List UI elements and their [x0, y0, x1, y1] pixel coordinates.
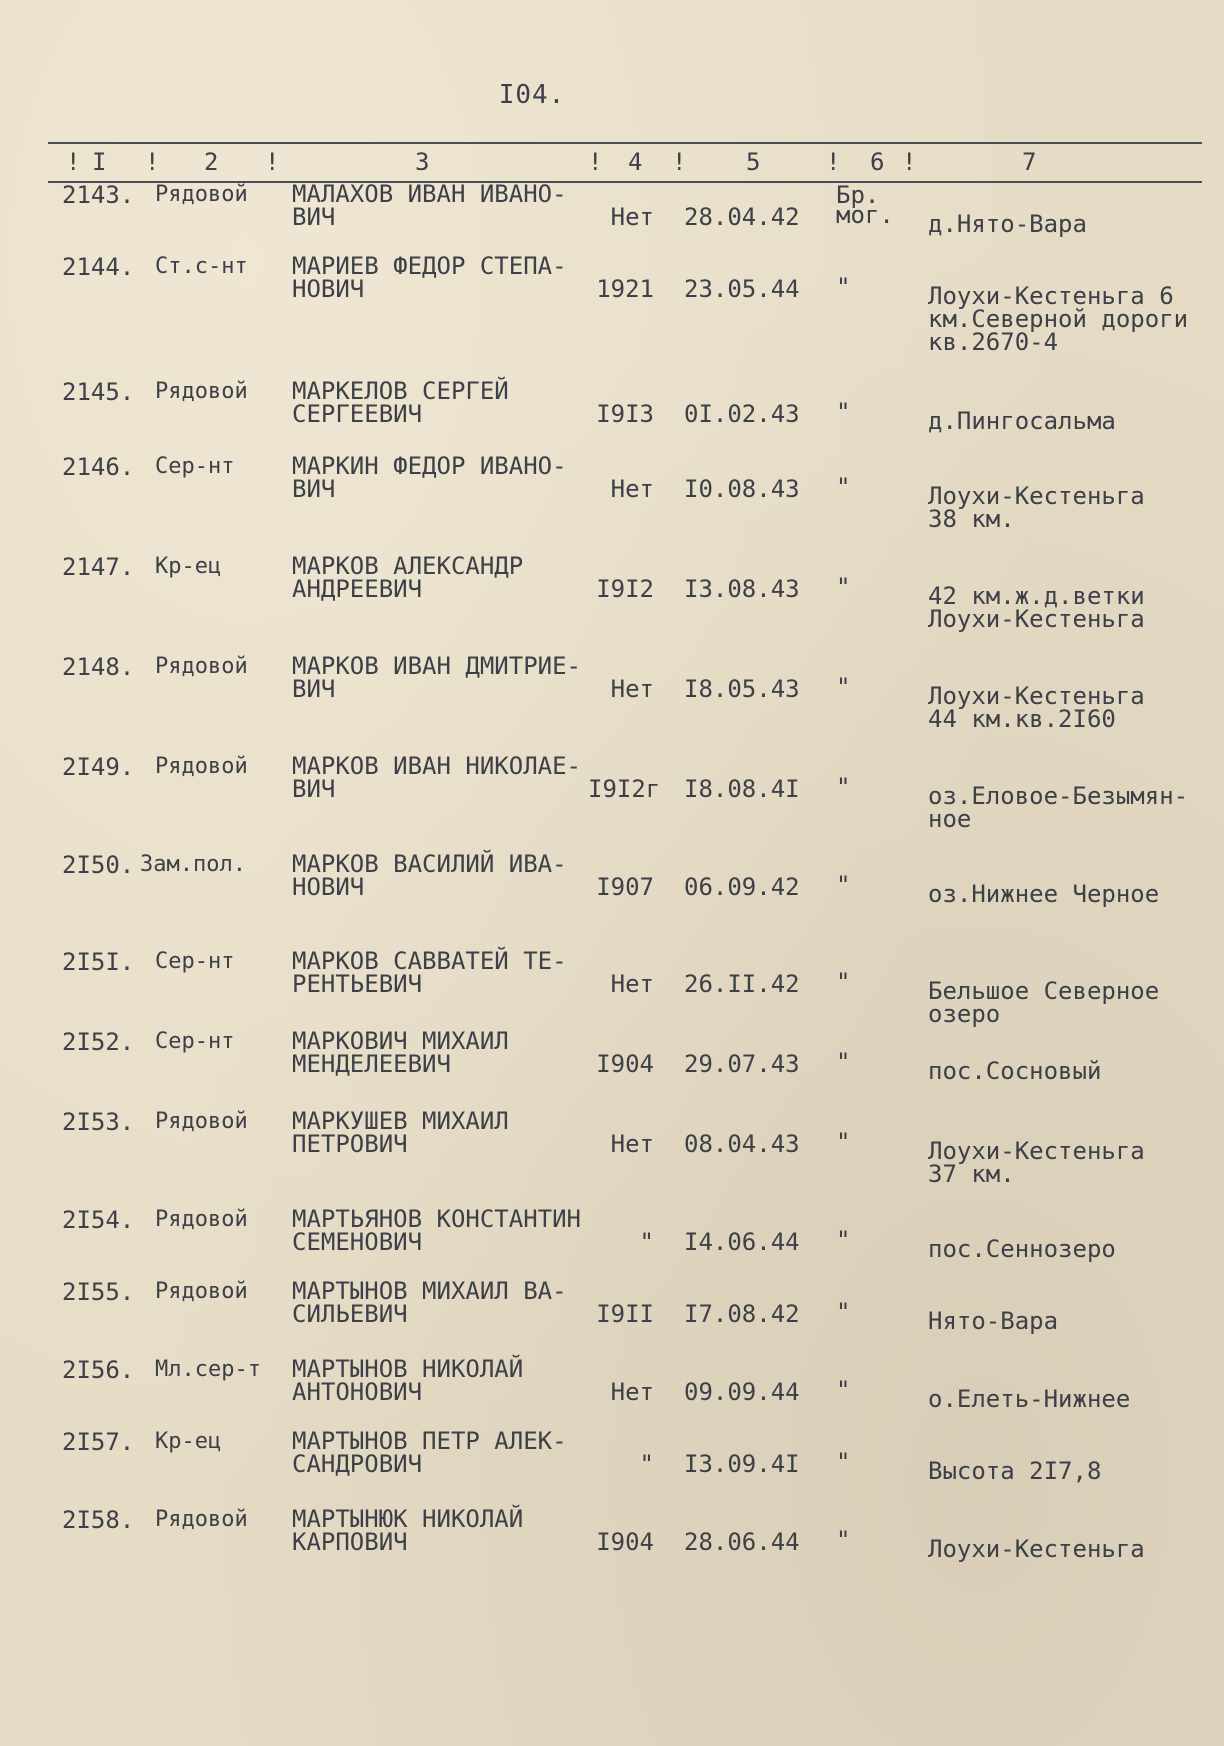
- name-line: НОВИЧ: [292, 275, 365, 303]
- burial-place: [928, 1235, 1116, 1263]
- birth-year: I9I2г: [588, 775, 661, 803]
- entry-number: 2I50.: [62, 851, 135, 879]
- name-line: МАРТЫНОВ ПЕТР АЛЕК-: [292, 1427, 567, 1455]
- name-line: МАРКОВ ИВАН НИКОЛАЕ-: [292, 752, 581, 780]
- death-date: I7.08.42: [684, 1300, 800, 1328]
- rank: Кр-ец: [155, 554, 222, 579]
- death-date: 09.09.44: [684, 1378, 800, 1406]
- death-date: 23.05.44: [684, 275, 800, 303]
- header-col-5: 5: [746, 148, 761, 176]
- burial-type-line: ": [836, 1376, 851, 1404]
- death-date: I8.05.43: [684, 675, 800, 703]
- burial-place-line: пос.Сеннозеро: [928, 1235, 1116, 1263]
- burial-place-line: кв.2670-4: [928, 328, 1059, 356]
- entry-number: 2I49.: [62, 753, 135, 781]
- page-number: I04.: [498, 80, 566, 110]
- entry-number: 2143.: [62, 181, 135, 209]
- birth-year: I904: [596, 1050, 654, 1078]
- burial-place: [928, 482, 1145, 533]
- rank: Рядовой: [155, 1207, 248, 1232]
- name-line: МАРТЬЯНОВ КОНСТАНТИН: [292, 1205, 581, 1233]
- burial-type: [836, 1526, 851, 1554]
- entry-number: 2I58.: [62, 1506, 135, 1534]
- rank: Рядовой: [155, 182, 248, 207]
- full-name: [292, 1027, 509, 1078]
- rank: Рядовой: [155, 654, 248, 679]
- full-name: [292, 652, 581, 703]
- header-col-6: 6: [870, 148, 885, 176]
- burial-place-line: д.Нято-Вара: [928, 210, 1087, 238]
- birth-year: I907: [596, 873, 654, 901]
- name-line: МАРИЕВ ФЕДОР СТЕПА-: [292, 252, 567, 280]
- table-row: [0, 1277, 1224, 1360]
- burial-type: [836, 573, 851, 601]
- burial-place-line: Высота 2I7,8: [928, 1457, 1102, 1485]
- death-date: 28.04.42: [684, 203, 800, 231]
- burial-type-line: ": [836, 1226, 851, 1254]
- entry-number: 2I52.: [62, 1028, 135, 1056]
- burial-type: [836, 968, 851, 996]
- table-row: [0, 252, 1224, 356]
- full-name: [292, 377, 509, 428]
- entry-number: 2I53.: [62, 1108, 135, 1136]
- name-line: МАРТЫНОВ МИХАИЛ ВА-: [292, 1277, 567, 1305]
- full-name: [292, 1355, 524, 1406]
- full-name: [292, 1205, 581, 1256]
- full-name: [292, 752, 581, 803]
- birth-year: I9II: [596, 1300, 654, 1328]
- header-col-4: 4: [628, 148, 643, 176]
- birth-year: I9I3: [596, 400, 654, 428]
- name-line: СЕРГЕЕВИЧ: [292, 400, 423, 428]
- name-line: ВИЧ: [292, 203, 336, 231]
- name-line: ВИЧ: [292, 675, 336, 703]
- burial-place-line: Лоухи-Кестеньга: [928, 482, 1145, 510]
- separator: !: [588, 148, 603, 176]
- burial-place: [928, 1057, 1102, 1085]
- birth-year: Нет: [610, 970, 654, 998]
- separator: !: [826, 148, 841, 176]
- rank: Мл.сер-т: [155, 1357, 261, 1382]
- name-line: КАРПОВИЧ: [292, 1528, 408, 1556]
- burial-type-line: ": [836, 398, 851, 426]
- name-line: ВИЧ: [292, 775, 336, 803]
- name-line: САНДРОВИЧ: [292, 1450, 423, 1478]
- death-date: I0.08.43: [684, 475, 800, 503]
- death-date: I8.08.4I: [684, 775, 800, 803]
- name-line: МАРТЫНОВ НИКОЛАЙ: [292, 1355, 524, 1383]
- header-col-7: 7: [1022, 148, 1037, 176]
- burial-place-line: д.Пингосальма: [928, 407, 1116, 435]
- rank: Рядовой: [155, 379, 248, 404]
- separator: !: [902, 148, 917, 176]
- burial-type-line: ": [836, 673, 851, 701]
- entry-number: 2148.: [62, 653, 135, 681]
- table-row: [0, 652, 1224, 735]
- name-line: МЕНДЕЛЕЕВИЧ: [292, 1050, 451, 1078]
- table-row: [0, 947, 1224, 1030]
- full-name: [292, 180, 567, 231]
- burial-place-line: Лоухи-Кестеньга: [928, 605, 1145, 633]
- burial-place-line: оз.Нижнее Черное: [928, 880, 1160, 908]
- entry-number: 2I56.: [62, 1356, 135, 1384]
- separator: !: [672, 148, 687, 176]
- table-row: [0, 377, 1224, 460]
- burial-type: [836, 673, 851, 701]
- burial-type: [836, 1448, 851, 1476]
- rank: Зам.пол.: [140, 852, 246, 877]
- burial-place-line: Лоухи-Кестеньга: [928, 1535, 1145, 1563]
- rank: Рядовой: [155, 1279, 248, 1304]
- burial-type-line: ": [836, 573, 851, 601]
- full-name: [292, 1505, 524, 1556]
- burial-place: [928, 1385, 1131, 1413]
- table-row: [0, 1427, 1224, 1510]
- burial-place-line: пос.Сосновый: [928, 1057, 1102, 1085]
- burial-type: [836, 473, 851, 501]
- burial-place-line: о.Елеть-Нижнее: [928, 1385, 1131, 1413]
- burial-type-line: ": [836, 968, 851, 996]
- rank: Сер-нт: [155, 1029, 235, 1054]
- name-line: МАРКОВИЧ МИХАИЛ: [292, 1027, 509, 1055]
- birth-year: Нет: [610, 1130, 654, 1158]
- burial-place: [928, 782, 1189, 833]
- death-date: I3.09.4I: [684, 1450, 800, 1478]
- burial-place: [928, 880, 1160, 908]
- name-line: ПЕТРОВИЧ: [292, 1130, 408, 1158]
- burial-type-line: ": [836, 1298, 851, 1326]
- birth-year: Нет: [610, 203, 654, 231]
- entry-number: 2I55.: [62, 1278, 135, 1306]
- name-line: АНТОНОВИЧ: [292, 1378, 423, 1406]
- burial-place: [928, 1535, 1145, 1563]
- full-name: [292, 1107, 509, 1158]
- burial-place-line: Лоухи-Кестеньга: [928, 682, 1145, 710]
- burial-place: [928, 407, 1116, 435]
- burial-place-line: озеро: [928, 1000, 1001, 1028]
- full-name: [292, 1427, 567, 1478]
- burial-type: [836, 1128, 851, 1156]
- birth-year: I9I2: [596, 575, 654, 603]
- death-date: 26.II.42: [684, 970, 800, 998]
- table-row: [0, 452, 1224, 535]
- burial-place-line: 42 км.ж.д.ветки: [928, 582, 1145, 610]
- name-line: СЕМЕНОВИЧ: [292, 1228, 423, 1256]
- entry-number: 2145.: [62, 378, 135, 406]
- header-col-2: 2: [204, 148, 219, 176]
- entry-number: 2I5I.: [62, 948, 135, 976]
- burial-place-line: 44 км.кв.2I60: [928, 705, 1116, 733]
- birth-year: Нет: [610, 475, 654, 503]
- burial-type-line: ": [836, 773, 851, 801]
- burial-type-line: ": [836, 1526, 851, 1554]
- table-row: [0, 752, 1224, 835]
- table-row: [0, 1355, 1224, 1438]
- burial-type-line: ": [836, 1448, 851, 1476]
- name-line: МАРКЕЛОВ СЕРГЕЙ: [292, 377, 509, 405]
- name-line: АНДРЕЕВИЧ: [292, 575, 423, 603]
- burial-place-line: 38 км.: [928, 505, 1015, 533]
- name-line: МАЛАХОВ ИВАН ИВАНО-: [292, 180, 567, 208]
- name-line: МАРКОВ ВАСИЛИЙ ИВА-: [292, 850, 567, 878]
- table-row: [0, 1205, 1224, 1288]
- burial-place-line: км.Северной дороги: [928, 305, 1189, 333]
- header-col-1: I: [92, 148, 107, 176]
- burial-type-line: Бр.: [836, 181, 880, 209]
- name-line: МАРКОВ ИВАН ДМИТРИЕ-: [292, 652, 581, 680]
- burial-place: [928, 977, 1160, 1028]
- entry-number: 2I54.: [62, 1206, 135, 1234]
- burial-place: [928, 282, 1189, 356]
- name-line: МАРКОВ САВВАТЕЙ ТЕ-: [292, 947, 567, 975]
- burial-type: [836, 1298, 851, 1326]
- death-date: 28.06.44: [684, 1528, 800, 1556]
- burial-place: [928, 1137, 1145, 1188]
- burial-type: [836, 273, 851, 301]
- burial-type-line: ": [836, 473, 851, 501]
- burial-type: [836, 1048, 851, 1076]
- burial-place-line: Лоухи-Кестеньга 6: [928, 282, 1174, 310]
- birth-year: Нет: [610, 675, 654, 703]
- burial-type: [836, 181, 894, 229]
- full-name: [292, 252, 567, 303]
- burial-type: [836, 773, 851, 801]
- burial-type-line: ": [836, 1048, 851, 1076]
- full-name: [292, 947, 567, 998]
- rank: Сер-нт: [155, 949, 235, 974]
- burial-type-line: ": [836, 1128, 851, 1156]
- birth-year: Нет: [610, 1378, 654, 1406]
- burial-type: [836, 398, 851, 426]
- entry-number: 2144.: [62, 253, 135, 281]
- name-line: МАРТЫНЮК НИКОЛАЙ: [292, 1505, 524, 1533]
- header-col-3: 3: [415, 148, 430, 176]
- burial-type-line: мог.: [836, 201, 894, 229]
- birth-year: ": [639, 1450, 654, 1478]
- table-top-rule: [48, 142, 1202, 144]
- table-row: [0, 1505, 1224, 1588]
- name-line: МАРКУШЕВ МИХАИЛ: [292, 1107, 509, 1135]
- name-line: МАРКИН ФЕДОР ИВАНО-: [292, 452, 567, 480]
- burial-place: [928, 1307, 1059, 1335]
- entry-number: 2I57.: [62, 1428, 135, 1456]
- rank: Рядовой: [155, 1507, 248, 1532]
- name-line: НОВИЧ: [292, 873, 365, 901]
- table-row: [0, 552, 1224, 635]
- name-line: МАРКОВ АЛЕКСАНДР: [292, 552, 524, 580]
- rank: Сер-нт: [155, 454, 235, 479]
- separator: !: [265, 148, 280, 176]
- rank: Кр-ец: [155, 1429, 222, 1454]
- full-name: [292, 552, 524, 603]
- full-name: [292, 1277, 567, 1328]
- rank: Рядовой: [155, 1109, 248, 1134]
- burial-place: [928, 682, 1145, 733]
- full-name: [292, 452, 567, 503]
- full-name: [292, 850, 567, 901]
- rank: Ст.с-нт: [155, 254, 248, 279]
- separator: !: [145, 148, 160, 176]
- burial-place: [928, 210, 1087, 238]
- burial-type: [836, 1376, 851, 1404]
- burial-place-line: Лоухи-Кестеньга: [928, 1137, 1145, 1165]
- burial-place: [928, 582, 1145, 633]
- burial-place-line: Бельшое Северное: [928, 977, 1160, 1005]
- entry-number: 2147.: [62, 553, 135, 581]
- name-line: СИЛЬЕВИЧ: [292, 1300, 408, 1328]
- rank: Рядовой: [155, 754, 248, 779]
- birth-year: 1921: [596, 275, 654, 303]
- entry-number: 2146.: [62, 453, 135, 481]
- burial-type: [836, 871, 851, 899]
- table-row: [0, 850, 1224, 933]
- table-row: [0, 180, 1224, 263]
- burial-type-line: ": [836, 871, 851, 899]
- burial-type: [836, 1226, 851, 1254]
- burial-place: [928, 1457, 1102, 1485]
- table-row: [0, 1027, 1224, 1110]
- death-date: 06.09.42: [684, 873, 800, 901]
- death-date: 29.07.43: [684, 1050, 800, 1078]
- burial-place-line: оз.Еловое-Безымян-: [928, 782, 1189, 810]
- birth-year: ": [639, 1228, 654, 1256]
- burial-type-line: ": [836, 273, 851, 301]
- separator: !: [66, 148, 81, 176]
- name-line: ВИЧ: [292, 475, 336, 503]
- death-date: I4.06.44: [684, 1228, 800, 1256]
- table-row: [0, 1107, 1224, 1190]
- death-date: 08.04.43: [684, 1130, 800, 1158]
- burial-place-line: 37 км.: [928, 1160, 1015, 1188]
- burial-place-line: ное: [928, 805, 972, 833]
- death-date: I3.08.43: [684, 575, 800, 603]
- name-line: РЕНТЬЕВИЧ: [292, 970, 423, 998]
- burial-place-line: Нято-Вара: [928, 1307, 1059, 1335]
- birth-year: I904: [596, 1528, 654, 1556]
- death-date: 0I.02.43: [684, 400, 800, 428]
